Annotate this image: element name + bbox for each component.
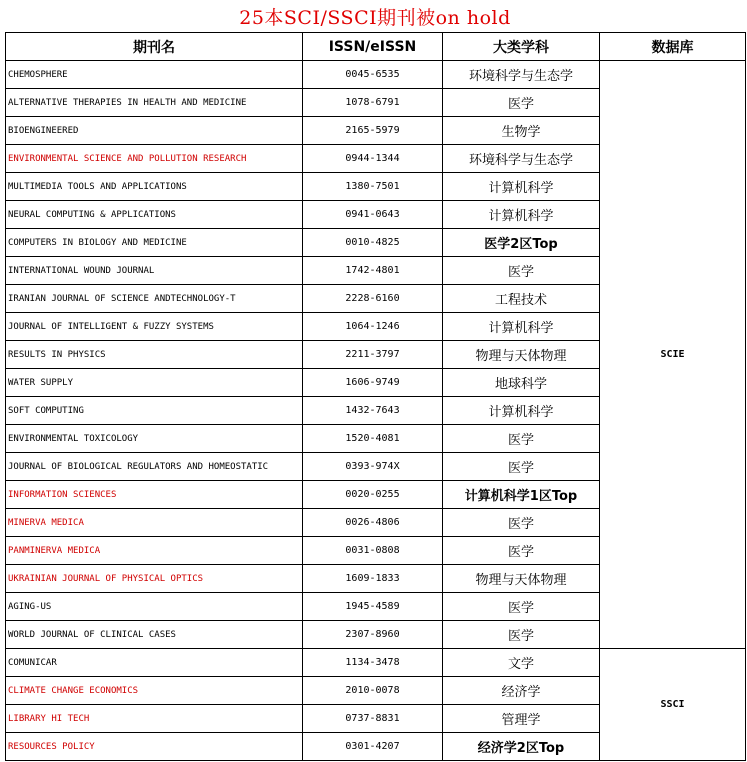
page-title: 25本SCI/SSCI期刊被on hold	[239, 7, 511, 29]
issn-cell: 0737-8831	[303, 705, 443, 733]
category-cell: 工程技术	[443, 285, 600, 313]
issn-cell: 2010-0078	[303, 677, 443, 705]
issn-cell: 1520-4081	[303, 425, 443, 453]
database-cell-scie: SCIE	[600, 61, 746, 649]
category-cell: 计算机科学	[443, 173, 600, 201]
category-cell: 经济学	[443, 677, 600, 705]
journal-name-cell: MINERVA MEDICA	[6, 509, 303, 537]
category-cell: 医学	[443, 621, 600, 649]
category-cell: 计算机科学1区Top	[443, 481, 600, 509]
header-database: 数据库	[600, 33, 746, 61]
category-cell: 医学	[443, 257, 600, 285]
issn-cell: 1945-4589	[303, 593, 443, 621]
issn-cell: 1742-4801	[303, 257, 443, 285]
category-cell: 计算机科学	[443, 397, 600, 425]
issn-cell: 2165-5979	[303, 117, 443, 145]
journal-name-cell: RESOURCES POLICY	[6, 733, 303, 761]
issn-cell: 1609-1833	[303, 565, 443, 593]
journal-name-cell: ENVIRONMENTAL SCIENCE AND POLLUTION RESEARCH	[6, 145, 303, 173]
issn-cell: 0031-0808	[303, 537, 443, 565]
journal-table	[5, 32, 746, 761]
category-cell: 计算机科学	[443, 201, 600, 229]
header-journal-name: 期刊名	[6, 33, 303, 61]
table-row	[6, 649, 746, 677]
journal-name-cell: JOURNAL OF INTELLIGENT & FUZZY SYSTEMS	[6, 313, 303, 341]
category-cell: 管理学	[443, 705, 600, 733]
issn-cell: 0026-4806	[303, 509, 443, 537]
header-issn: ISSN/eISSN	[303, 33, 443, 61]
issn-cell: 0020-0255	[303, 481, 443, 509]
journal-name-cell: PANMINERVA MEDICA	[6, 537, 303, 565]
table-header-row	[6, 33, 746, 61]
journal-name-cell: AGING-US	[6, 593, 303, 621]
category-cell: 环境科学与生态学	[443, 145, 600, 173]
journal-name-cell: UKRAINIAN JOURNAL OF PHYSICAL OPTICS	[6, 565, 303, 593]
category-cell: 医学	[443, 509, 600, 537]
category-cell: 医学2区Top	[443, 229, 600, 257]
journal-name-cell: COMUNICAR	[6, 649, 303, 677]
journal-name-cell: ALTERNATIVE THERAPIES IN HEALTH AND MEDICINE	[6, 89, 303, 117]
category-cell: 医学	[443, 453, 600, 481]
category-cell: 环境科学与生态学	[443, 61, 600, 89]
category-cell: 经济学2区Top	[443, 733, 600, 761]
issn-cell: 0944-1344	[303, 145, 443, 173]
journal-name-cell: BIOENGINEERED	[6, 117, 303, 145]
category-cell: 医学	[443, 425, 600, 453]
journal-name-cell: NEURAL COMPUTING & APPLICATIONS	[6, 201, 303, 229]
issn-cell: 2211-3797	[303, 341, 443, 369]
category-cell: 物理与天体物理	[443, 565, 600, 593]
issn-cell: 1380-7501	[303, 173, 443, 201]
category-cell: 计算机科学	[443, 313, 600, 341]
database-cell-ssci: SSCI	[600, 649, 746, 761]
journal-name-cell: ENVIRONMENTAL TOXICOLOGY	[6, 425, 303, 453]
category-cell: 文学	[443, 649, 600, 677]
issn-cell: 0045-6535	[303, 61, 443, 89]
category-cell: 医学	[443, 537, 600, 565]
issn-cell: 1606-9749	[303, 369, 443, 397]
journal-name-cell: JOURNAL OF BIOLOGICAL REGULATORS AND HOMEOSTATIC	[6, 453, 303, 481]
journal-name-cell: SOFT COMPUTING	[6, 397, 303, 425]
issn-cell: 0941-0643	[303, 201, 443, 229]
issn-cell: 1432-7643	[303, 397, 443, 425]
journal-name-cell: LIBRARY HI TECH	[6, 705, 303, 733]
journal-name-cell: MULTIMEDIA TOOLS AND APPLICATIONS	[6, 173, 303, 201]
issn-cell: 1078-6791	[303, 89, 443, 117]
header-category: 大类学科	[443, 33, 600, 61]
table-row	[6, 61, 746, 89]
journal-name-cell: IRANIAN JOURNAL OF SCIENCE ANDTECHNOLOGY-T	[6, 285, 303, 313]
journal-name-cell: WATER SUPPLY	[6, 369, 303, 397]
journal-name-cell: INFORMATION SCIENCES	[6, 481, 303, 509]
issn-cell: 2228-6160	[303, 285, 443, 313]
issn-cell: 0010-4825	[303, 229, 443, 257]
issn-cell: 1134-3478	[303, 649, 443, 677]
issn-cell: 2307-8960	[303, 621, 443, 649]
issn-cell: 1064-1246	[303, 313, 443, 341]
journal-name-cell: COMPUTERS IN BIOLOGY AND MEDICINE	[6, 229, 303, 257]
table-body	[6, 61, 746, 761]
category-cell: 医学	[443, 89, 600, 117]
journal-name-cell: CHEMOSPHERE	[6, 61, 303, 89]
category-cell: 医学	[443, 593, 600, 621]
journal-name-cell: INTERNATIONAL WOUND JOURNAL	[6, 257, 303, 285]
category-cell: 地球科学	[443, 369, 600, 397]
journal-name-cell: WORLD JOURNAL OF CLINICAL CASES	[6, 621, 303, 649]
category-cell: 物理与天体物理	[443, 341, 600, 369]
issn-cell: 0393-974X	[303, 453, 443, 481]
category-cell: 生物学	[443, 117, 600, 145]
journal-name-cell: CLIMATE CHANGE ECONOMICS	[6, 677, 303, 705]
issn-cell: 0301-4207	[303, 733, 443, 761]
journal-name-cell: RESULTS IN PHYSICS	[6, 341, 303, 369]
